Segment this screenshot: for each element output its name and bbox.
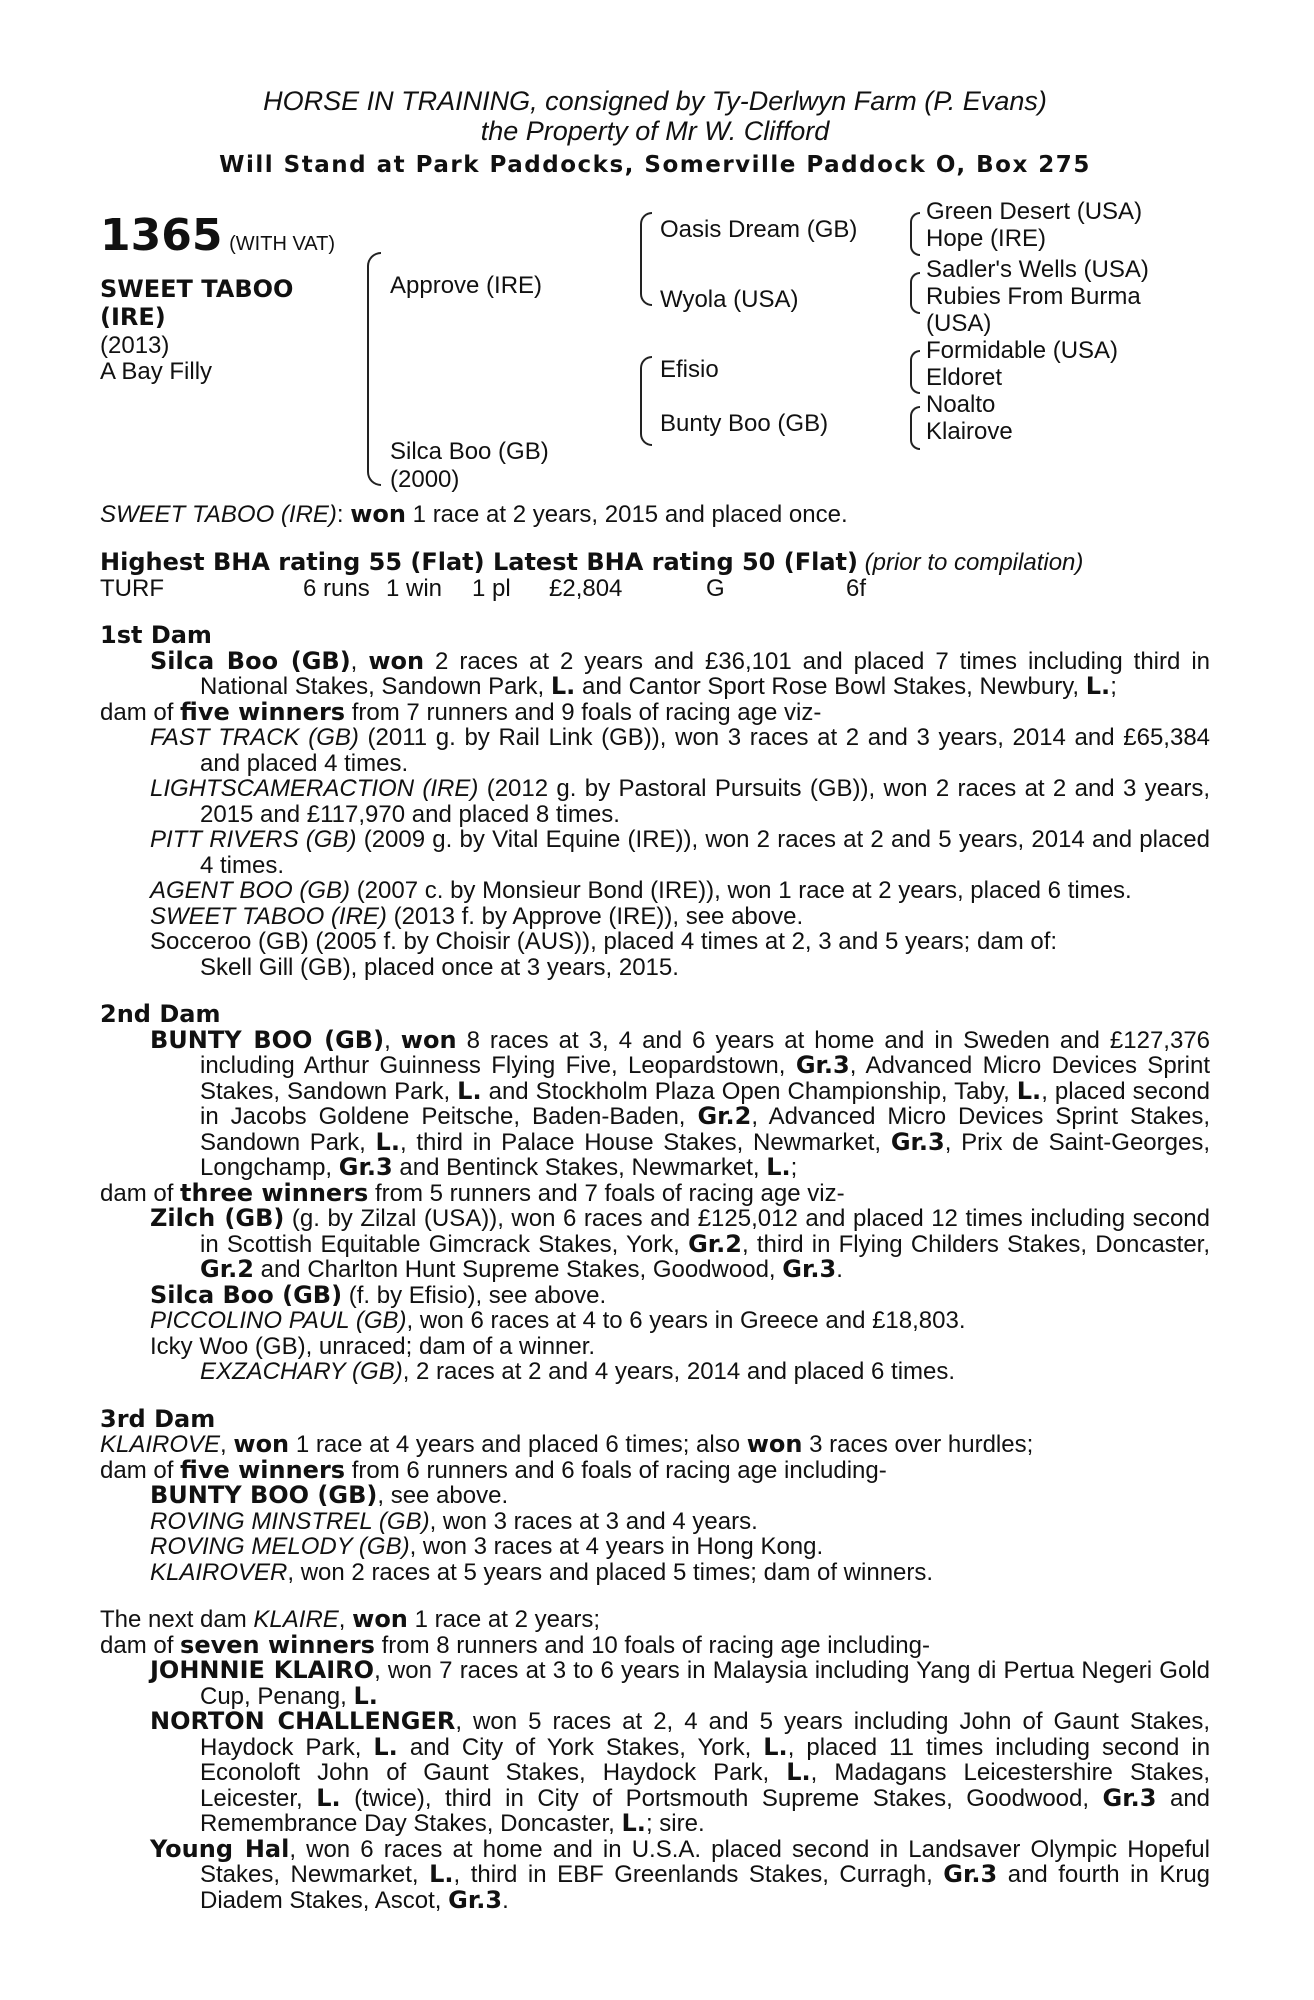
section-heading: 3rd Dam [100,1404,216,1433]
consignor-line: HORSE IN TRAINING, consigned by Ty-Derlwyn Farm (P. Evans) [263,86,1047,116]
foaling-year: (2013) [100,332,170,359]
text-run: Silca Boo (GB) [150,646,351,675]
dam-name: Silca Boo (GB) [390,438,549,465]
text-run: L. [766,1153,791,1181]
catalogue-page [100,86,1210,1913]
text-run: Gr.2 [697,1102,752,1130]
text-line [150,1483,1210,1509]
text-run: L. [353,1681,378,1710]
dam-parents-bracket [640,356,652,446]
ancestor-noalto: Noalto [926,391,996,418]
text-run: , won 7 races at 3 to 6 years in Malaysia including Yang di Pertua Negeri Gold Cup, Penang, [200,1657,1210,1710]
text-run: , 2 races at 2 and 4 years, 2014 and placed 6 times. [402,1358,956,1385]
ancestor-rubies-from-burma: Rubies From Burma [926,283,1141,310]
text-line [100,697,1210,726]
section-heading: 2nd Dam [100,1000,221,1028]
text-line: The next dam KLAIRE, won 1 race at 2 years; [100,1605,600,1633]
text-run: L. [429,1860,454,1888]
text-run: from 7 runners and 9 foals of racing age viz- [351,698,822,726]
text-run: KLAIROVE [100,1431,221,1458]
text-run: SWEET TABOO (IRE) [100,501,337,528]
grandsire-bracket-1 [910,212,920,256]
dam-dam-name: Bunty Boo (GB) [660,410,829,437]
text-run: Gr.3 [795,1051,850,1079]
text-line [150,1206,1210,1283]
text-line [100,1630,1210,1659]
text-line [200,1359,1210,1385]
rating-block [100,547,1210,602]
section-heading: 1st Dam [100,621,212,649]
text-run: (2013 f. by Approve (IRE)), see above. [393,902,804,930]
second-dam-section [100,1002,1210,1385]
text-run: dam of [100,1456,174,1484]
text-run: won [400,1025,457,1054]
text-run: won [746,1430,803,1458]
text-run: KLAIROVER [150,1558,288,1586]
text-run: ; sire. [645,1810,705,1837]
text-run: , Madagans Leicestershire Stakes, Leicester, [200,1759,1210,1812]
text-run: ; [790,1154,798,1181]
text-run: 1 race at 2 years, 2015 and placed once. [412,501,848,528]
text-run: L. [786,1758,811,1786]
text-run: L. [550,672,576,700]
text-run: , Prix de Saint-Georges, Longchamp, [200,1128,1210,1181]
text-run: . [502,1886,509,1914]
next-dam-section [100,1607,1210,1913]
text-run: and Cantor Sport Rose Bowl Stakes, Newbury, [581,673,1080,700]
text-run: L. [316,1783,341,1812]
text-run: 8 races at 3, 4 and 6 years at home and in Sweden and £127,376 including Arthur Guinness Flying Five, Leopardstown, [200,1026,1211,1079]
ancestor-hope: Hope (IRE) [926,225,1047,252]
rating-note: (prior to compilation) [864,548,1084,576]
text-run: , third in EBF Greenlands Stakes, Curragh, [453,1861,933,1888]
text-line [150,1280,1210,1309]
lot-number: 1365 [100,210,223,261]
grandsire-bracket-2 [910,272,920,314]
text-run: PITT RIVERS (GB) [150,826,357,853]
text-line [150,1509,1210,1535]
text-run: EXZACHARY (GB) [200,1358,403,1385]
text-run: Silca Boo (GB) [150,1280,343,1309]
text-line [150,827,1210,878]
text-run: dam of [100,1631,174,1659]
text-run: Gr.2 [688,1229,742,1258]
text-line [150,725,1210,776]
text-line [150,878,1210,904]
sire-sire-name: Oasis Dream (GB) [660,216,858,243]
text-run: , placed 11 times including second in Econoloft John of Gaunt Stakes, Haydock Park, [200,1733,1211,1786]
race-summary: SWEET TABOO (IRE): won 1 race at 2 years, 2015 and placed once. [100,500,848,528]
text-run: dam of [100,1179,174,1207]
property-line: the Property of Mr W. Clifford [480,116,830,146]
text-run: (2009 g. by Vital Equine (IRE)), won 2 races at 2 and 5 years, 2014 and placed 4 times. [200,826,1210,879]
text-run: 1 race at 4 years and placed 6 times; also [295,1431,741,1458]
text-run: , placed second in Jacobs Goldene Peitsche, Baden-Baden, [200,1077,1210,1130]
text-run: and Remembrance Day Stakes, Doncaster, [200,1784,1211,1837]
text-run: Gr.3 [782,1255,837,1283]
text-run: and City of York Stakes, York, [409,1733,752,1761]
text-run: L. [375,1127,400,1156]
ancestor-sadlers-wells: Sadler's Wells (USA) [926,256,1149,283]
text-run: Gr.3 [338,1153,393,1181]
text-run: dam of [100,698,174,726]
text-run: , won 6 races at home and in U.S.A. placed second in Landsaver Olympic Hopeful Stakes, Newmarket, [200,1835,1210,1888]
text-line [150,1658,1210,1709]
text-run: , Advanced Micro Devices Sprint Stakes, Sandown Park, [200,1052,1211,1105]
text-run: three winners [180,1178,369,1207]
horse-name-line2: (IRE) [100,303,166,331]
text-run: , third in Palace House Stakes, Newmarket, [399,1128,882,1156]
horse-name-line1: SWEET TABOO [100,275,294,303]
text-run: won [352,1605,408,1633]
text-run: and Bentinck Stakes, Newmarket, [399,1154,760,1181]
text-run: 1 race at 2 years; [414,1606,600,1633]
text-line [150,1834,1211,1914]
location-line: Will Stand at Park Paddocks, Somerville Paddock O, Box 275 [219,152,1091,178]
text-run: and Stockholm Plaza Open Championship, Taby, [488,1077,1010,1105]
ancestor-formidable: Formidable (USA) [926,337,1119,364]
text-run: FAST TRACK (GB) [150,724,359,751]
text-run: (twice), third in City of Portsmouth Supreme Stakes, Goodwood, [354,1784,1090,1812]
horse-description: A Bay Filly [100,358,213,385]
text-run: and Charlton Hunt Supreme Stakes, Goodwood, [260,1256,776,1283]
bha-rating: Highest BHA rating 55 (Flat) Latest BHA rating 50 (Flat) [100,547,858,576]
text-line [150,776,1210,827]
text-run: ; [1110,673,1117,700]
text-run: SWEET TABOO (IRE) [150,902,387,930]
text-line [150,1534,1210,1560]
text-run: won [350,500,406,528]
text-run: (f. by Efisio), see above. [348,1281,607,1309]
text-run: from 8 runners and 10 foals of racing age including- [381,1631,930,1659]
text-run: five winners [180,697,346,726]
text-run: LIGHTSCAMERACTION (IRE) [150,775,479,802]
text-run: won [233,1430,290,1458]
text-run: L. [373,1732,398,1761]
text-run: L. [1085,672,1111,700]
text-line: Silca Boo (GB), won 2 races at 2 years and £36,101 and placed 7 times including third in National Stakes, Sandown Park, L. and Cantor Sport Rose Bowl Stakes, Newbury, L.; [150,646,1210,700]
lot-heading [100,212,335,260]
text-run: seven winners [180,1630,375,1659]
text-run: PICCOLINO PAUL (GB) [150,1307,407,1334]
text-line: KLAIROVE, won 1 race at 4 years and placed 6 times; also won 3 races over hurdles; [100,1430,1034,1458]
text-run: , won 5 races at 2, 4 and 5 years including John of Gaunt Stakes, Haydock Park, [200,1708,1210,1761]
text-run: JOHNNIE KLAIRO [150,1656,375,1684]
text-run: , Advanced Micro Devices Sprint Stakes, Sandown Park, [200,1103,1211,1156]
text-line: BUNTY BOO (GB), won 8 races at 3, 4 and 6 years at home and in Sweden and £127,376 including Arthur Guinness Flying Five, Leopardstown, Gr.3, Advanced Micro Devices Sprint Stakes, Sandown Park, L. and Stockholm Plaza Open Championship, Taby, L., placed second in Jacobs Goldene Peitsche, Baden-Baden, Gr.2, Advanced Micro Devices Sprint Stakes, Sandown Park, L., third in Palace House Stakes, Newmarket, Gr.3, Prix de Saint-Georges, Longchamp, Gr.3 and Bentinck Stakes, Newmarket, L.; [150,1025,1211,1181]
text-run: won [368,646,425,675]
text-run: , won 6 races at 4 to 6 years in Greece and £18,803. [406,1307,966,1334]
text-run: BUNTY BOO (GB) [150,1481,378,1509]
first-dam-section [100,623,1210,980]
text-run: and fourth in Krug Diadem Stakes, Ascot, [200,1861,1211,1914]
text-run: (g. by Zilzal (USA)), won 6 races and £125,012 and placed 12 times including second in Scottish Equitable Gimcrack Stakes, York, [200,1205,1211,1258]
text-run: Gr.3 [1102,1783,1157,1812]
dam-year: (2000) [390,466,460,493]
text-run: Zilch (GB) [150,1204,285,1232]
text-line [150,904,1210,930]
text-run: ROVING MELODY (GB) [150,1533,410,1560]
text-line [100,1178,1210,1207]
text-run: . [836,1256,843,1283]
ancestor-eldoret: Eldoret [926,364,1003,391]
text-line [150,1308,1210,1334]
text-run: , won 3 races at 4 years in Hong Kong. [409,1533,824,1560]
text-run: NORTON CHALLENGER [150,1707,456,1735]
text-run: L. [1016,1076,1042,1105]
text-run: five winners [180,1455,346,1484]
text-run: , see above. [377,1482,509,1509]
ancestor-klairove: Klairove [926,418,1013,445]
text-run: BUNTY BOO (GB) [150,1025,385,1054]
text-line [150,1560,1210,1586]
text-run: L. [621,1809,646,1837]
text-run: Gr.3 [448,1885,503,1914]
text-run: (2011 g. by Rail Link (GB)), won 3 races at 2 and 3 years, 2014 and £65,384 and placed 4 times. [200,724,1211,777]
text-run: AGENT BOO (GB) [150,877,351,904]
text-run: L. [763,1732,788,1761]
text-run: 3 races over hurdles; [809,1431,1034,1458]
text-run: 2 races at 2 years and £36,101 and placed 7 times including third in National Stakes, Sandown Park, [200,647,1210,700]
text-line [150,1709,1210,1837]
grandsire-bracket-3 [910,350,920,394]
text-run: KLAIRE [253,1606,339,1633]
pedigree-table [100,198,1210,494]
text-run: from 5 runners and 7 foals of racing age viz- [375,1179,845,1207]
text-run: Gr.2 [200,1255,254,1283]
text-run: , won 2 races at 5 years and placed 5 times; dam of winners. [287,1558,934,1586]
text-run: from 6 runners and 6 foals of racing age including- [351,1456,887,1484]
text-run: Young Hal [150,1834,290,1863]
text-run: Gr.3 [943,1860,998,1888]
third-dam-section [100,1404,1210,1586]
sire-dam-bracket [367,252,381,486]
dam-sire-name: Efisio [660,356,719,383]
ancestor-green-desert: Green Desert (USA) [926,198,1143,225]
ancestor-rubies-country: (USA) [926,310,992,337]
sire-name: Approve (IRE) [390,272,543,299]
text-run: (2012 g. by Pastoral Pursuits (GB)), won 2 races at 2 and 3 years, 2015 and £117,970 and placed 8 times. [200,775,1211,828]
text-run: , won 3 races at 3 and 4 years. [429,1507,758,1535]
text-run: , third in Flying Childers Stakes, Doncaster, [742,1230,1211,1258]
text-run: Gr.3 [890,1127,945,1156]
form-record-row: TURF 6 runs 1 win 1 pl £2,804 G 6f [100,575,867,602]
text-run: The next dam [100,1606,247,1633]
text-run: L. [457,1076,482,1105]
text-line: Icky Woo (GB), unraced; dam of a winner. [150,1332,596,1360]
grandsire-bracket-4 [910,406,920,450]
text-run: ROVING MINSTREL (GB) [150,1507,430,1535]
text-run: (2007 c. by Monsieur Bond (IRE)), won 1 race at 2 years, placed 6 times. [356,877,1132,904]
text-line: Skell Gill (GB), placed once at 3 years, 2015. [200,953,679,981]
sire-dam-name: Wyola (USA) [660,286,799,313]
text-line: Socceroo (GB) (2005 f. by Choisir (AUS)), placed 4 times at 2, 3 and 5 years; dam of: [150,928,1058,955]
text-line [100,1455,1210,1484]
sire-parents-bracket [640,212,652,306]
vat-note: (WITH VAT) [229,233,336,255]
